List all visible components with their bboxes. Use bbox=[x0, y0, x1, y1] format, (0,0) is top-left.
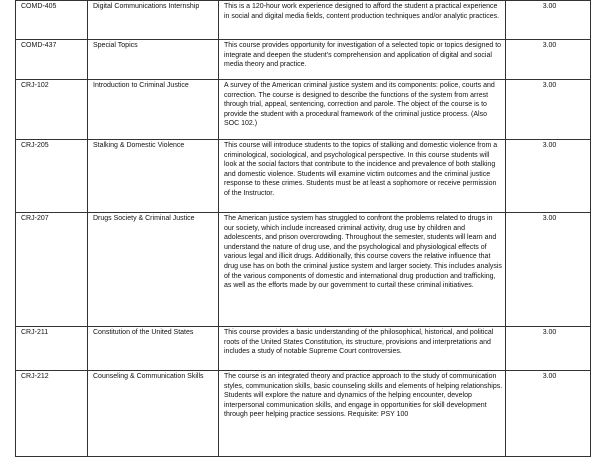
course-title: Counseling & Communication Skills bbox=[88, 371, 219, 457]
course-description: This course provides opportunity for investigation of a selected topic or topics designed to integrate and deepen the student's comprehension and application of digital and social media theory and practice. bbox=[219, 40, 506, 80]
table-row bbox=[16, 371, 591, 457]
course-description: The course is an integrated theory and practice approach to the study of communication styles, communication skills, basic counseling skills and elements of helping relationships. Students will explore the nature and dynamics of the helping encounter, develop interpersonal communication skills, and engage in opportunities for skill development through peer helping practice sessions. Requisite: PSY 100 bbox=[219, 371, 506, 457]
course-description: A survey of the American criminal justice system and its components: police, courts and correction. The course is designed to describe the functions of the system from arrest through trial, appeal, sentencing, correction and parole. The object of the course is to provide the student with a procedural framework of the criminal justice process. (Also SOC 102.) bbox=[219, 80, 506, 140]
table-row bbox=[16, 327, 591, 371]
course-title: Drugs Society & Criminal Justice bbox=[88, 213, 219, 327]
course-credits: 3.00 bbox=[506, 140, 591, 213]
course-code: COMD-405 bbox=[16, 1, 88, 40]
course-credits: 3.00 bbox=[506, 371, 591, 457]
course-code: CRJ-211 bbox=[16, 327, 88, 371]
course-code: CRJ-205 bbox=[16, 140, 88, 213]
course-description: This is a 120-hour work experience designed to afford the student a practical experience in social and digital media fields, content production techniques and/or analytic practices. bbox=[219, 1, 506, 40]
course-title: Special Topics bbox=[88, 40, 219, 80]
table-row bbox=[16, 1, 591, 40]
course-title: Stalking & Domestic Violence bbox=[88, 140, 219, 213]
course-code: COMD-437 bbox=[16, 40, 88, 80]
course-description: This course will introduce students to the topics of stalking and domestic violence from a criminological, sociological, and psychological perspective. In this course students will look at the social factors that contribute to the incidence and prevalence of both stalking and domestic violence. Students will examine victim outcomes and the criminal justice response to these crimes. Students must be at least a sophomore or receive permission of the Instructor. bbox=[219, 140, 506, 213]
course-table bbox=[15, 0, 591, 457]
course-credits: 3.00 bbox=[506, 213, 591, 327]
course-credits: 3.00 bbox=[506, 1, 591, 40]
course-credits: 3.00 bbox=[506, 327, 591, 371]
course-code: CRJ-102 bbox=[16, 80, 88, 140]
course-credits: 3.00 bbox=[506, 80, 591, 140]
course-description: This course provides a basic understanding of the philosophical, historical, and political roots of the United States Constitution, its structure, provisions and interpretations and includes a study of notable Supreme Court controversies. bbox=[219, 327, 506, 371]
course-code: CRJ-212 bbox=[16, 371, 88, 457]
course-credits: 3.00 bbox=[506, 40, 591, 80]
course-title: Constitution of the United States bbox=[88, 327, 219, 371]
table-row bbox=[16, 213, 591, 327]
table-row bbox=[16, 80, 591, 140]
course-code: CRJ-207 bbox=[16, 213, 88, 327]
course-description: The American justice system has struggled to confront the problems related to drugs in our society, which include increased criminal activity, drug use by children and adolescents, and prison overcrowding. Throughout the semester, students will learn and understand the nature of drug use, and the psychological and physiological effects of various legal and illicit drugs. Additionally, this course covers the relative influence that drug use has on both the criminal justice system and larger society. This includes analysis of the various components of domestic and international drug production and trafficking, as well as the efforts made by our government to curtail these criminal initiatives. bbox=[219, 213, 506, 327]
table-row bbox=[16, 140, 591, 213]
course-title: Digital Communications Internship bbox=[88, 1, 219, 40]
course-title: Introduction to Criminal Justice bbox=[88, 80, 219, 140]
table-row bbox=[16, 40, 591, 80]
